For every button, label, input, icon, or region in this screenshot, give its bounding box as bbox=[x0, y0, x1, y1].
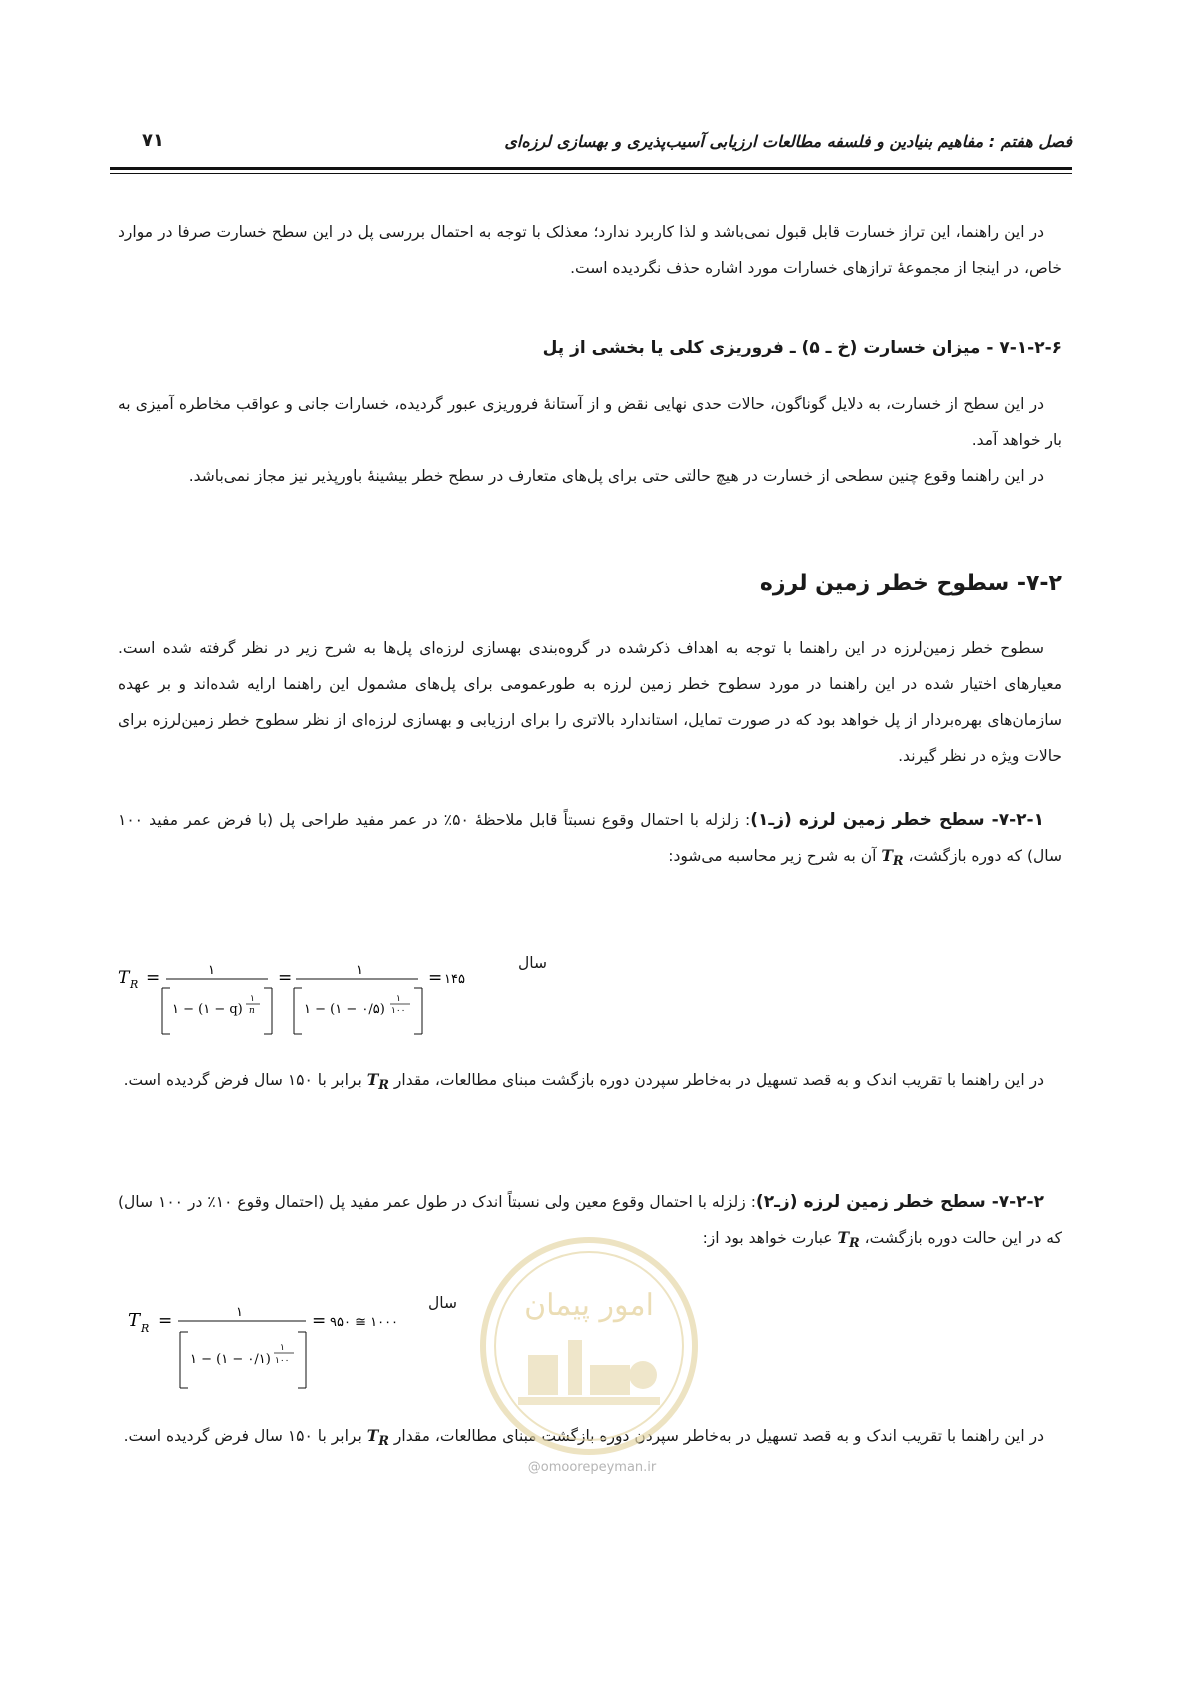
header-rule-thin bbox=[110, 173, 1072, 174]
formula-1-den-2: ۱ − (۱ − ۰/۵) bbox=[304, 1002, 385, 1017]
svg-text:۱: ۱ bbox=[250, 994, 255, 1004]
hazard-level-1-title: ۷-۲-۱- سطح خطر زمین لرزه (زـ۱) bbox=[750, 810, 1044, 830]
paragraph: سطوح خطر زمین‌لرزه در این راهنما با توجه به اهداف ذکرشده در گروه‌بندی بهسازی لرزه‌ای پل‌ها به شرح زیر در نظر گرفته شده است. معیارهای اختیار شده در این راهنما در مورد سطوح خطر زمین لرزه به طورعمومی برای پل‌های مشمول این راهنما ارایه شده‌اند و بر عهده سازمان‌های بهره‌بردار از پل خواهد بود که در صورت تمایل، استاندارد بالاتری را برای ارزیابی و بهسازی لرزه‌ای از نظر سطوح خطر زمین‌لرزه برای حالات ویژه در نظر گیرند. bbox=[118, 639, 1062, 765]
hazard-level-1-paragraph bbox=[118, 802, 1062, 880]
formula-1-num-2: ۱ bbox=[356, 963, 363, 978]
formula-1-svg bbox=[118, 946, 658, 1046]
formula-return-period-1 bbox=[118, 946, 658, 1046]
formula-2-result: ۹۵۰ ≅ ۱۰۰۰ bbox=[330, 1315, 399, 1330]
watermark-logo-text: امور پیمان bbox=[524, 1288, 654, 1323]
text-run: در این راهنما با تقریب اندک و به قصد تسهیل در به‌خاطر سپردن دوره بازگشت مبنای مطالعات، مقدار bbox=[388, 1071, 1044, 1089]
svg-text:۱: ۱ bbox=[280, 1343, 285, 1353]
section-hazard-levels bbox=[118, 566, 1062, 602]
svg-text:R: R bbox=[141, 1322, 150, 1335]
paragraph: در این سطح از خسارت، به دلایل گوناگون، حالات حدی نهایی نقض و از آستانهٔ فروریزی عبور گردیده، خسارات جانی و عواقب مخاطره آمیزی به بار خواهد آمد. bbox=[118, 395, 1062, 449]
text-run: عبارت خواهد بود از: bbox=[702, 1229, 838, 1247]
formula-lhs: T bbox=[118, 968, 130, 988]
text-run: : زلزله با احتمال وقوع نسبتاً قابل ملاحظهٔ ۵۰٪ در عمر مفید طراحی پل (با فرض عمر مفید ۱۰۰ سال) که دوره بازگشت، bbox=[118, 811, 1062, 865]
svg-text:R: R bbox=[130, 978, 139, 991]
watermark-logo bbox=[478, 1235, 700, 1457]
section-damage-level-5 bbox=[118, 330, 1062, 366]
page-number: ۷۱ bbox=[142, 130, 164, 151]
svg-text:=: = bbox=[312, 1311, 327, 1331]
tr-symbol: $T_R$ bbox=[366, 1070, 389, 1094]
text-run: در این راهنما با تقریب اندک و به قصد تسهیل در به‌خاطر سپردن دوره بازگشت مبنای مطالعات، مقدار bbox=[388, 1427, 1044, 1445]
hazard-level-2-title: ۷-۲-۲- سطح خطر زمین لرزه (زـ۲) bbox=[755, 1192, 1044, 1212]
svg-text:۱۰۰: ۱۰۰ bbox=[275, 1356, 290, 1366]
tr-symbol: $T_R$ bbox=[366, 1426, 389, 1450]
intro-paragraph-block bbox=[118, 214, 1062, 286]
svg-text:۱: ۱ bbox=[396, 994, 401, 1004]
formula-2-num: ۱ bbox=[236, 1305, 243, 1320]
svg-text:n: n bbox=[249, 1006, 255, 1016]
svg-text:=: = bbox=[158, 1311, 173, 1331]
text-run: برابر با ۱۵۰ سال فرض گردیده است. bbox=[123, 1427, 367, 1445]
chapter-title: فصل هفتم : مفاهیم بنیادین و فلسفه مطالعات ارزیابی آسیب‌پذیری و بهسازی لرزه‌ای bbox=[504, 132, 1072, 151]
svg-text:۱۰۰: ۱۰۰ bbox=[391, 1006, 406, 1016]
intro-paragraph: در این راهنما، این تراز خسارت قابل قبول نمی‌باشد و لذا کاربرد ندارد؛ معذلک با توجه به احتمال بررسی پل در این سطح خسارت صرفا در موارد خاص، در اینجا از مجموعهٔ ترازهای خسارات مورد اشاره حذف نگردیده است. bbox=[118, 223, 1062, 277]
section-heading-damage-level-5: ۷-۱-۲-۶ - میزان خسارت (خ ـ ۵) ـ فروریزی کلی یا بخشی از پل bbox=[542, 338, 1062, 358]
svg-text:=: = bbox=[146, 968, 161, 988]
formula-1-num: ۱ bbox=[208, 963, 215, 978]
formula-2-den: ۱ − (۱ − ۰/۱) bbox=[190, 1352, 271, 1367]
tr-symbol: $T_R$ bbox=[837, 1228, 860, 1252]
svg-text:=: = bbox=[428, 968, 443, 988]
paragraph: در این راهنما وقوع چنین سطحی از خسارت در هیچ حالتی حتی برای پل‌های متعارف در سطح خطر بیشینهٔ باورپذیر نیز مجاز نمی‌باشد. bbox=[188, 467, 1044, 485]
text-run: : زلزله با احتمال وقوع معین ولی نسبتاً اندک در طول عمر مفید پل (احتمال وقوع ۱۰٪ در ۱۰۰ سال) که در این حالت دوره بازگشت، bbox=[118, 1193, 1062, 1247]
hazard-level-1-note bbox=[118, 1062, 1062, 1104]
watermark-url: @omoorepeyman.ir bbox=[527, 1460, 657, 1475]
text-run: آن به شرح زیر محاسبه می‌شود: bbox=[668, 847, 882, 865]
section-damage-level-5-body bbox=[118, 386, 1062, 494]
header-rule-thick bbox=[110, 167, 1072, 170]
hazard-level-1-block bbox=[118, 802, 1062, 880]
formula-2-unit: سال bbox=[428, 1294, 457, 1312]
formula-1-result: ۱۴۵ bbox=[444, 972, 465, 987]
svg-text:=: = bbox=[278, 968, 293, 988]
section-hazard-levels-body bbox=[118, 630, 1062, 774]
section-heading-hazard-levels: ۷-۲- سطوح خطر زمین لرزه bbox=[759, 571, 1062, 596]
hazard-level-1-note-block bbox=[118, 1062, 1062, 1104]
text-run: برابر با ۱۵۰ سال فرض گردیده است. bbox=[123, 1071, 367, 1089]
formula-1-den: ۱ − (۱ − q) bbox=[172, 1002, 243, 1017]
svg-text:T: T bbox=[128, 1310, 141, 1331]
tr-symbol: $T_R$ bbox=[881, 846, 904, 870]
running-header bbox=[110, 122, 1072, 164]
formula-1-unit: سال bbox=[518, 954, 547, 972]
